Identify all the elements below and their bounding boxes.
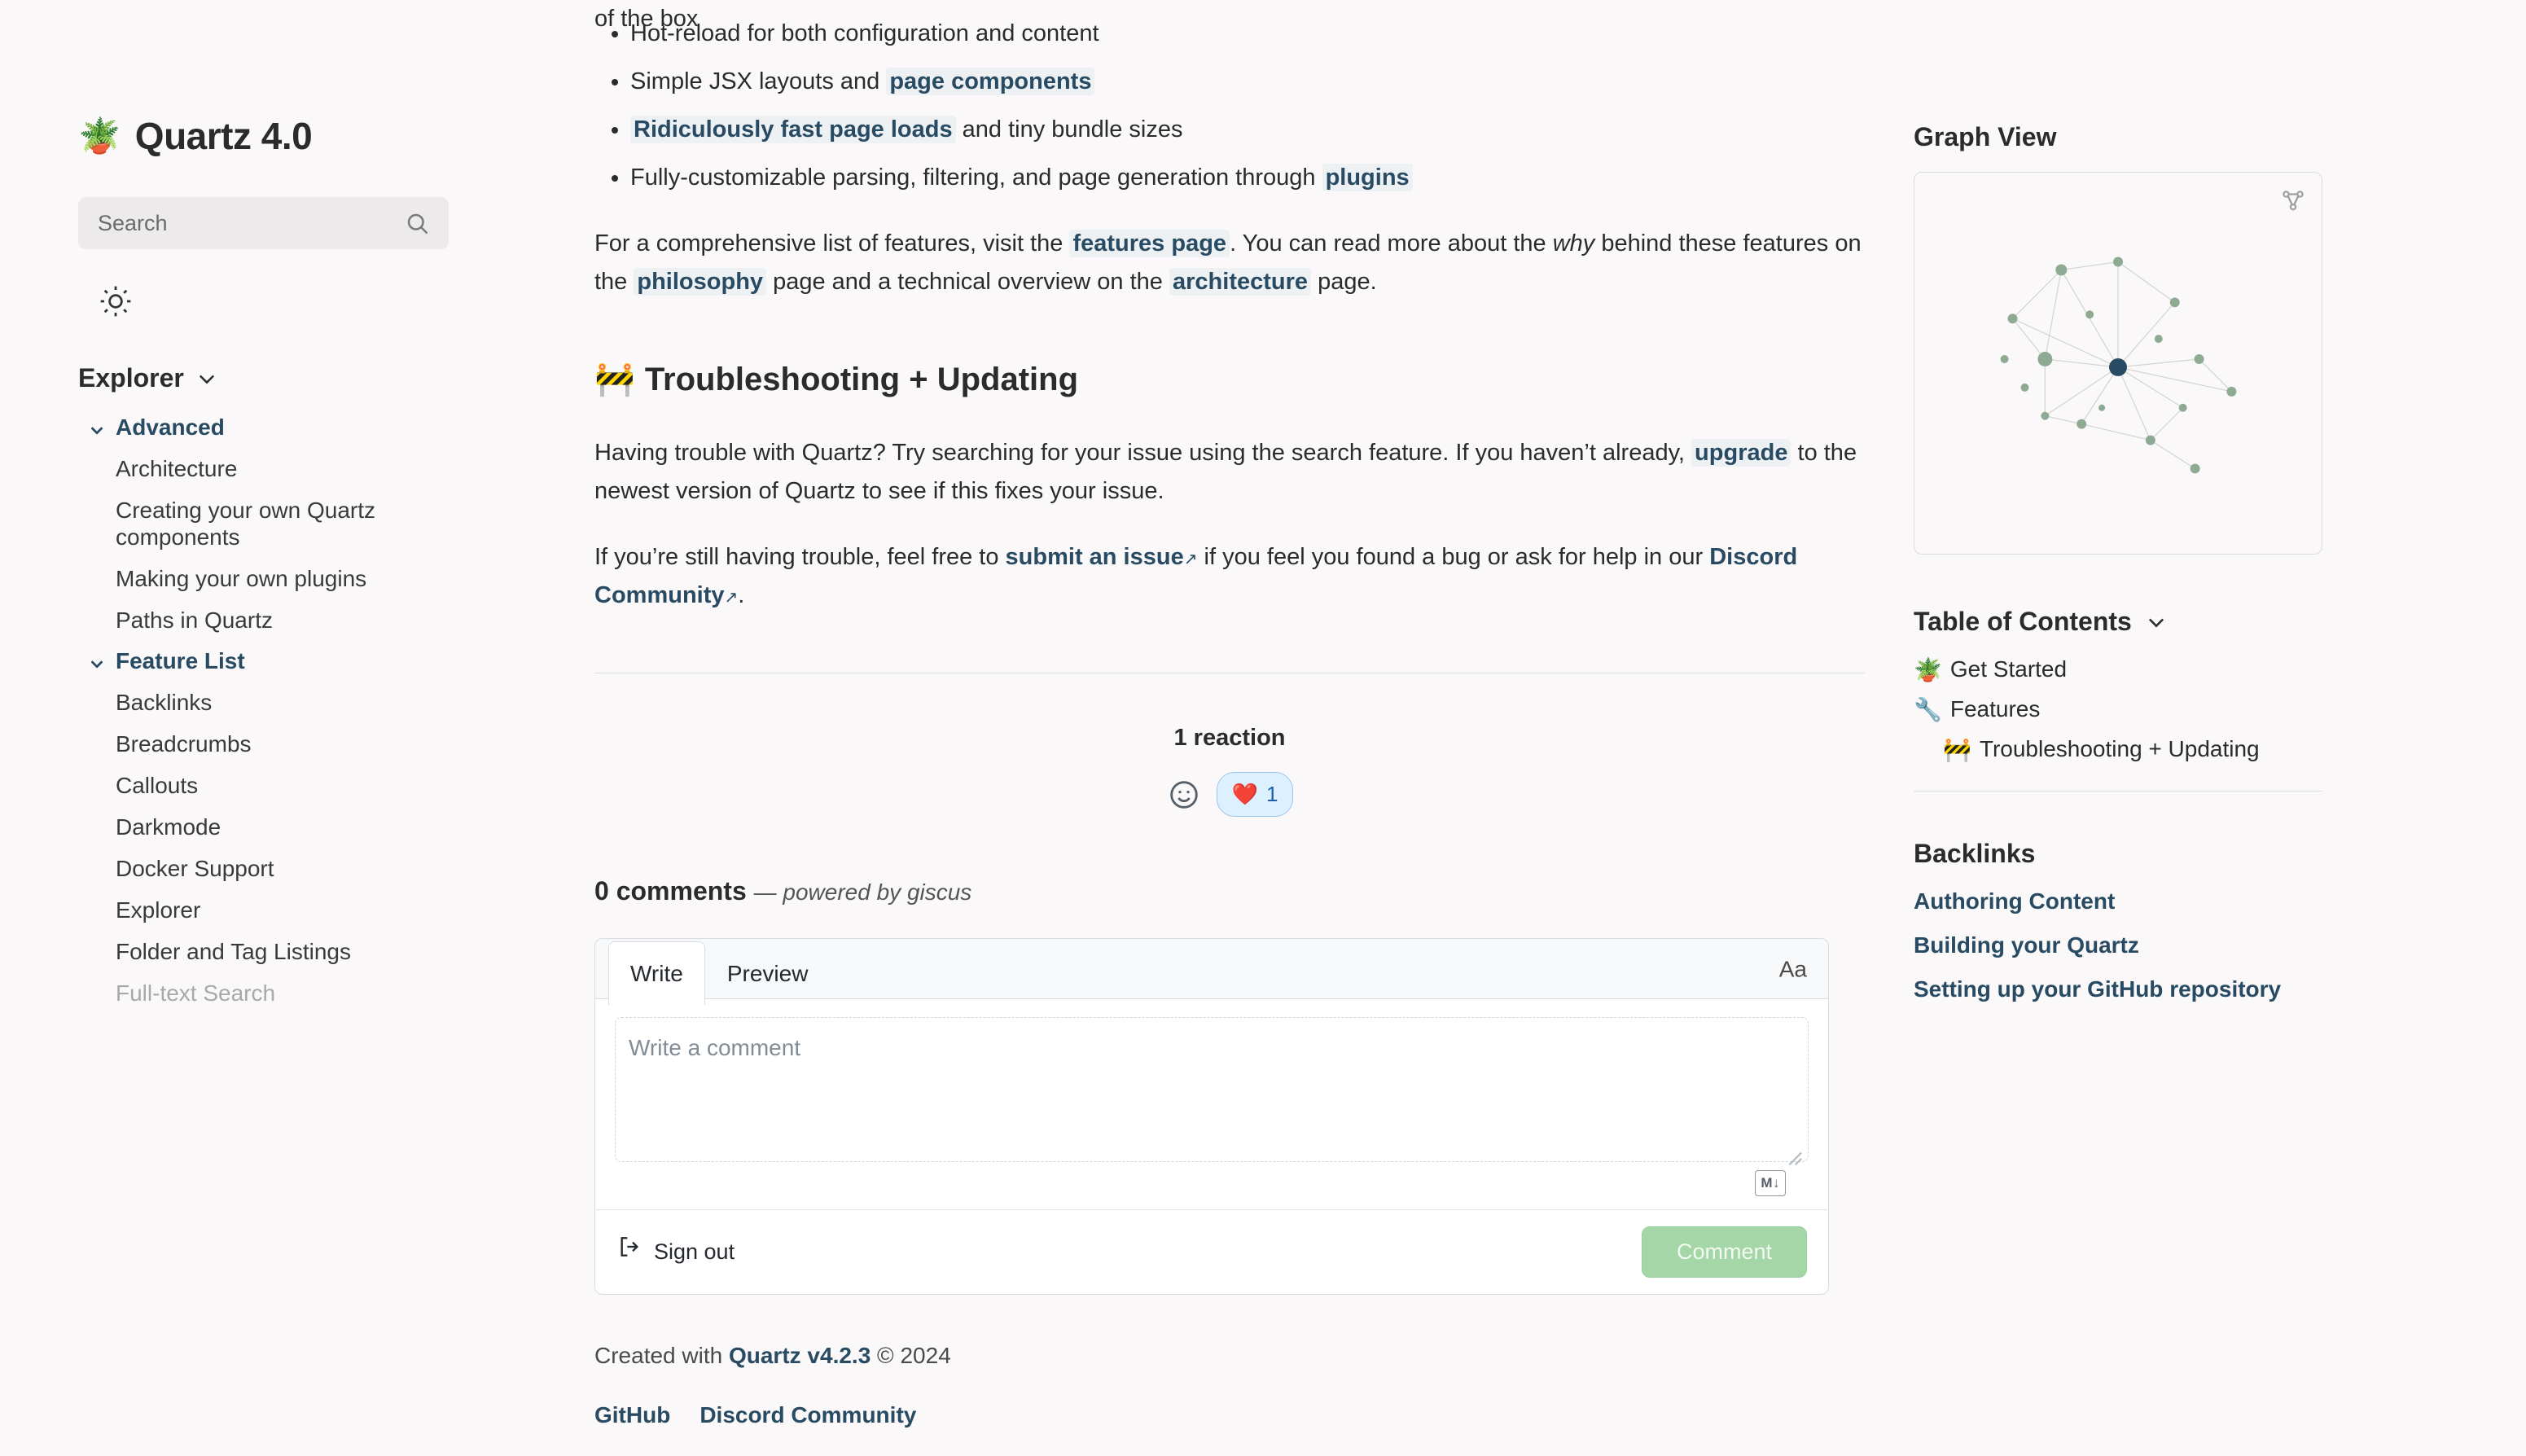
graph-view-canvas[interactable] bbox=[1914, 172, 2322, 555]
heart-reaction-button[interactable] bbox=[1217, 772, 1294, 816]
list-item bbox=[630, 159, 1865, 197]
resize-handle-icon[interactable] bbox=[1785, 1140, 1803, 1158]
clipped-text: of the box bbox=[594, 6, 699, 32]
features-paragraph bbox=[594, 225, 1865, 301]
search-placeholder: Search bbox=[98, 210, 168, 235]
troubleshooting-paragraph-2 bbox=[594, 538, 1865, 615]
toc-title[interactable] bbox=[1914, 607, 2370, 637]
wrench-icon: 🔧 bbox=[1914, 697, 1942, 722]
right-sidebar bbox=[1914, 122, 2370, 1020]
link-upgrade[interactable]: upgrade bbox=[1691, 439, 1791, 467]
section-heading-text: Troubleshooting + Updating bbox=[644, 361, 1078, 397]
darkmode-toggle-sun-icon[interactable] bbox=[96, 282, 135, 321]
folder-label: Advanced bbox=[116, 414, 225, 440]
backlink-authoring-content[interactable]: Authoring Content bbox=[1914, 888, 2116, 914]
heart-reaction-count: 1 bbox=[1265, 782, 1278, 807]
footer-link-discord-community[interactable]: Discord Community bbox=[699, 1402, 917, 1428]
bullet-text: Simple JSX layouts and bbox=[630, 68, 887, 94]
tab-write[interactable]: Write bbox=[608, 941, 705, 1006]
expand-graph-icon[interactable] bbox=[2279, 187, 2307, 215]
backlinks-title bbox=[1914, 839, 2370, 869]
chevron-down-icon[interactable] bbox=[2145, 611, 2168, 634]
text: behind these features on the bbox=[594, 230, 1862, 295]
graph-current-node bbox=[2109, 358, 2127, 376]
footer-links bbox=[594, 1397, 1865, 1433]
footer-link-github[interactable]: GitHub bbox=[594, 1402, 671, 1428]
section-heading-troubleshooting bbox=[594, 353, 1865, 406]
markdown-icon: M↓ bbox=[1755, 1170, 1786, 1196]
text: to the newest version of Quartz to see if this fixes your issue. bbox=[594, 439, 1857, 504]
explorer-tree bbox=[78, 414, 521, 1006]
explorer-item-making-plugins[interactable]: Making your own plugins bbox=[116, 566, 367, 592]
search-icon bbox=[405, 211, 429, 235]
list-item bbox=[630, 111, 1865, 149]
graph-view-title-text: Graph View bbox=[1914, 122, 2057, 151]
chevron-down-icon bbox=[88, 419, 106, 436]
main-content bbox=[594, 0, 1865, 1434]
folder-advanced[interactable] bbox=[88, 414, 521, 441]
comment-composer bbox=[594, 938, 1829, 1295]
text-format-button[interactable]: Aa bbox=[1778, 956, 1807, 982]
plant-icon: 🪴 bbox=[1914, 657, 1942, 682]
text: . You can read more about the bbox=[1230, 230, 1553, 257]
footer-credit bbox=[594, 1337, 1865, 1374]
site-title-text: Quartz 4.0 bbox=[134, 115, 313, 157]
folder-label: Feature List bbox=[116, 648, 245, 674]
link-submit-an-issue[interactable]: submit an issue bbox=[1005, 543, 1184, 570]
explorer-item-full-text-search[interactable]: Full-text Search bbox=[116, 980, 276, 1006]
chevron-down-icon bbox=[88, 652, 106, 670]
folder-feature-list[interactable] bbox=[88, 648, 521, 674]
comments-heading bbox=[594, 871, 1865, 913]
explorer-item-breadcrumbs[interactable]: Breadcrumbs bbox=[116, 731, 252, 757]
comment-textarea[interactable] bbox=[615, 1017, 1809, 1162]
feature-bullet-list bbox=[594, 15, 1865, 197]
explorer-item-creating-components[interactable]: Creating your own Quartz components bbox=[116, 498, 376, 550]
explorer-item-explorer[interactable]: Explorer bbox=[116, 897, 201, 923]
toc-title-text: Table of Contents bbox=[1914, 607, 2132, 636]
text: If you’re still having trouble, feel free to bbox=[594, 543, 1006, 570]
site-title[interactable] bbox=[78, 114, 521, 158]
text: page. bbox=[1311, 268, 1377, 295]
link-architecture[interactable]: architecture bbox=[1169, 268, 1311, 296]
divider bbox=[1914, 791, 2322, 792]
graph-nodes bbox=[1914, 173, 2322, 554]
construction-icon: 🚧 bbox=[594, 361, 635, 397]
tab-preview[interactable]: Preview bbox=[726, 960, 809, 986]
bullet-text: Fully-customizable parsing, filtering, and page generation through bbox=[630, 164, 1322, 191]
footer-copyright: © 2024 bbox=[871, 1342, 951, 1368]
toc-list bbox=[1914, 656, 2370, 763]
explorer-item-darkmode[interactable]: Darkmode bbox=[116, 814, 221, 840]
toc-item-get-started[interactable] bbox=[1914, 656, 2370, 683]
explorer-item-paths-in-quartz[interactable]: Paths in Quartz bbox=[116, 607, 273, 634]
plant-icon: 🪴 bbox=[78, 116, 121, 155]
explorer-header[interactable] bbox=[78, 363, 521, 393]
link-plugins[interactable]: plugins bbox=[1322, 164, 1413, 191]
text: . bbox=[738, 581, 745, 608]
toc-item-label: Troubleshooting + Updating bbox=[1979, 736, 2260, 761]
link-discord-community[interactable]: Discord Community bbox=[594, 543, 1798, 608]
bullet-text: and tiny bundle sizes bbox=[955, 116, 1183, 143]
reaction-row bbox=[594, 772, 1865, 816]
explorer-item-docker-support[interactable]: Docker Support bbox=[116, 856, 274, 882]
sign-out-button[interactable] bbox=[616, 1234, 735, 1271]
markdown-hint bbox=[615, 1162, 1809, 1209]
comment-placeholder: Write a comment bbox=[629, 1035, 801, 1061]
explorer-item-architecture[interactable]: Architecture bbox=[116, 456, 238, 481]
explorer-label: Explorer bbox=[78, 363, 184, 393]
comments-count: 0 comments bbox=[594, 875, 747, 906]
page-footer bbox=[594, 1337, 1865, 1434]
graph-view-title bbox=[1914, 122, 2370, 152]
link-quartz-version[interactable]: Quartz v4.2.3 bbox=[728, 1342, 871, 1368]
composer-footer bbox=[595, 1209, 1828, 1294]
emoji-smiley-icon[interactable] bbox=[1166, 777, 1202, 813]
text: if you feel you found a bug or ask for help in our bbox=[1197, 543, 1710, 570]
emphasis-why: why bbox=[1552, 230, 1595, 257]
explorer-item-callouts[interactable]: Callouts bbox=[116, 773, 199, 799]
comments-powered-by: — powered by giscus bbox=[753, 879, 972, 905]
explorer-item-folder-and-tag-listings[interactable]: Folder and Tag Listings bbox=[116, 939, 351, 965]
external-link-icon: ↗ bbox=[724, 588, 739, 607]
link-features-page[interactable]: features page bbox=[1069, 230, 1230, 257]
footer-text: Created with bbox=[594, 1342, 729, 1368]
left-sidebar bbox=[0, 0, 570, 1456]
explorer-item-backlinks[interactable]: Backlinks bbox=[116, 690, 213, 716]
composer-tabs bbox=[595, 939, 1828, 999]
text: page and a technical overview on the bbox=[766, 268, 1169, 295]
toc-item-label: Get Started bbox=[1949, 656, 2068, 682]
composer-body bbox=[595, 999, 1828, 1209]
backlink-setting-up-your-github-repository[interactable]: Setting up your GitHub repository bbox=[1914, 976, 2282, 1002]
bullet-text: Hot-reload for both configuration and content bbox=[630, 20, 1099, 46]
backlink-building-your-quartz[interactable]: Building your Quartz bbox=[1914, 932, 2139, 958]
list-item bbox=[630, 63, 1865, 101]
text: Having trouble with Quartz? Try searching for your issue using the search feature. If you haven’t already, bbox=[594, 439, 1692, 466]
reactions-block bbox=[594, 719, 1865, 816]
link-philosophy[interactable]: philosophy bbox=[634, 268, 766, 296]
search-input[interactable] bbox=[78, 197, 449, 249]
link-fast-page-loads[interactable]: Ridiculously fast page loads bbox=[630, 116, 956, 143]
toc-item-troubleshooting[interactable] bbox=[1914, 736, 2370, 763]
backlinks-section bbox=[1914, 839, 2370, 1002]
text: For a comprehensive list of features, visit the bbox=[594, 230, 1070, 257]
link-page-components[interactable]: page components bbox=[886, 68, 1094, 95]
chevron-down-icon bbox=[195, 367, 218, 390]
list-item bbox=[630, 15, 1865, 53]
sign-out-label: Sign out bbox=[654, 1239, 735, 1264]
submit-comment-button[interactable]: Comment bbox=[1642, 1226, 1807, 1278]
backlinks-title-text: Backlinks bbox=[1914, 839, 2036, 868]
toc-item-features[interactable] bbox=[1914, 696, 2370, 723]
heart-icon: ❤️ bbox=[1231, 782, 1258, 807]
reaction-count-label: 1 reaction bbox=[1173, 725, 1286, 752]
construction-icon: 🚧 bbox=[1943, 737, 1971, 762]
external-link-icon: ↗ bbox=[1183, 550, 1198, 568]
sign-out-icon bbox=[616, 1234, 642, 1271]
table-of-contents bbox=[1914, 607, 2370, 792]
troubleshooting-paragraph-1 bbox=[594, 434, 1865, 511]
toc-item-label: Features bbox=[1949, 696, 2041, 721]
